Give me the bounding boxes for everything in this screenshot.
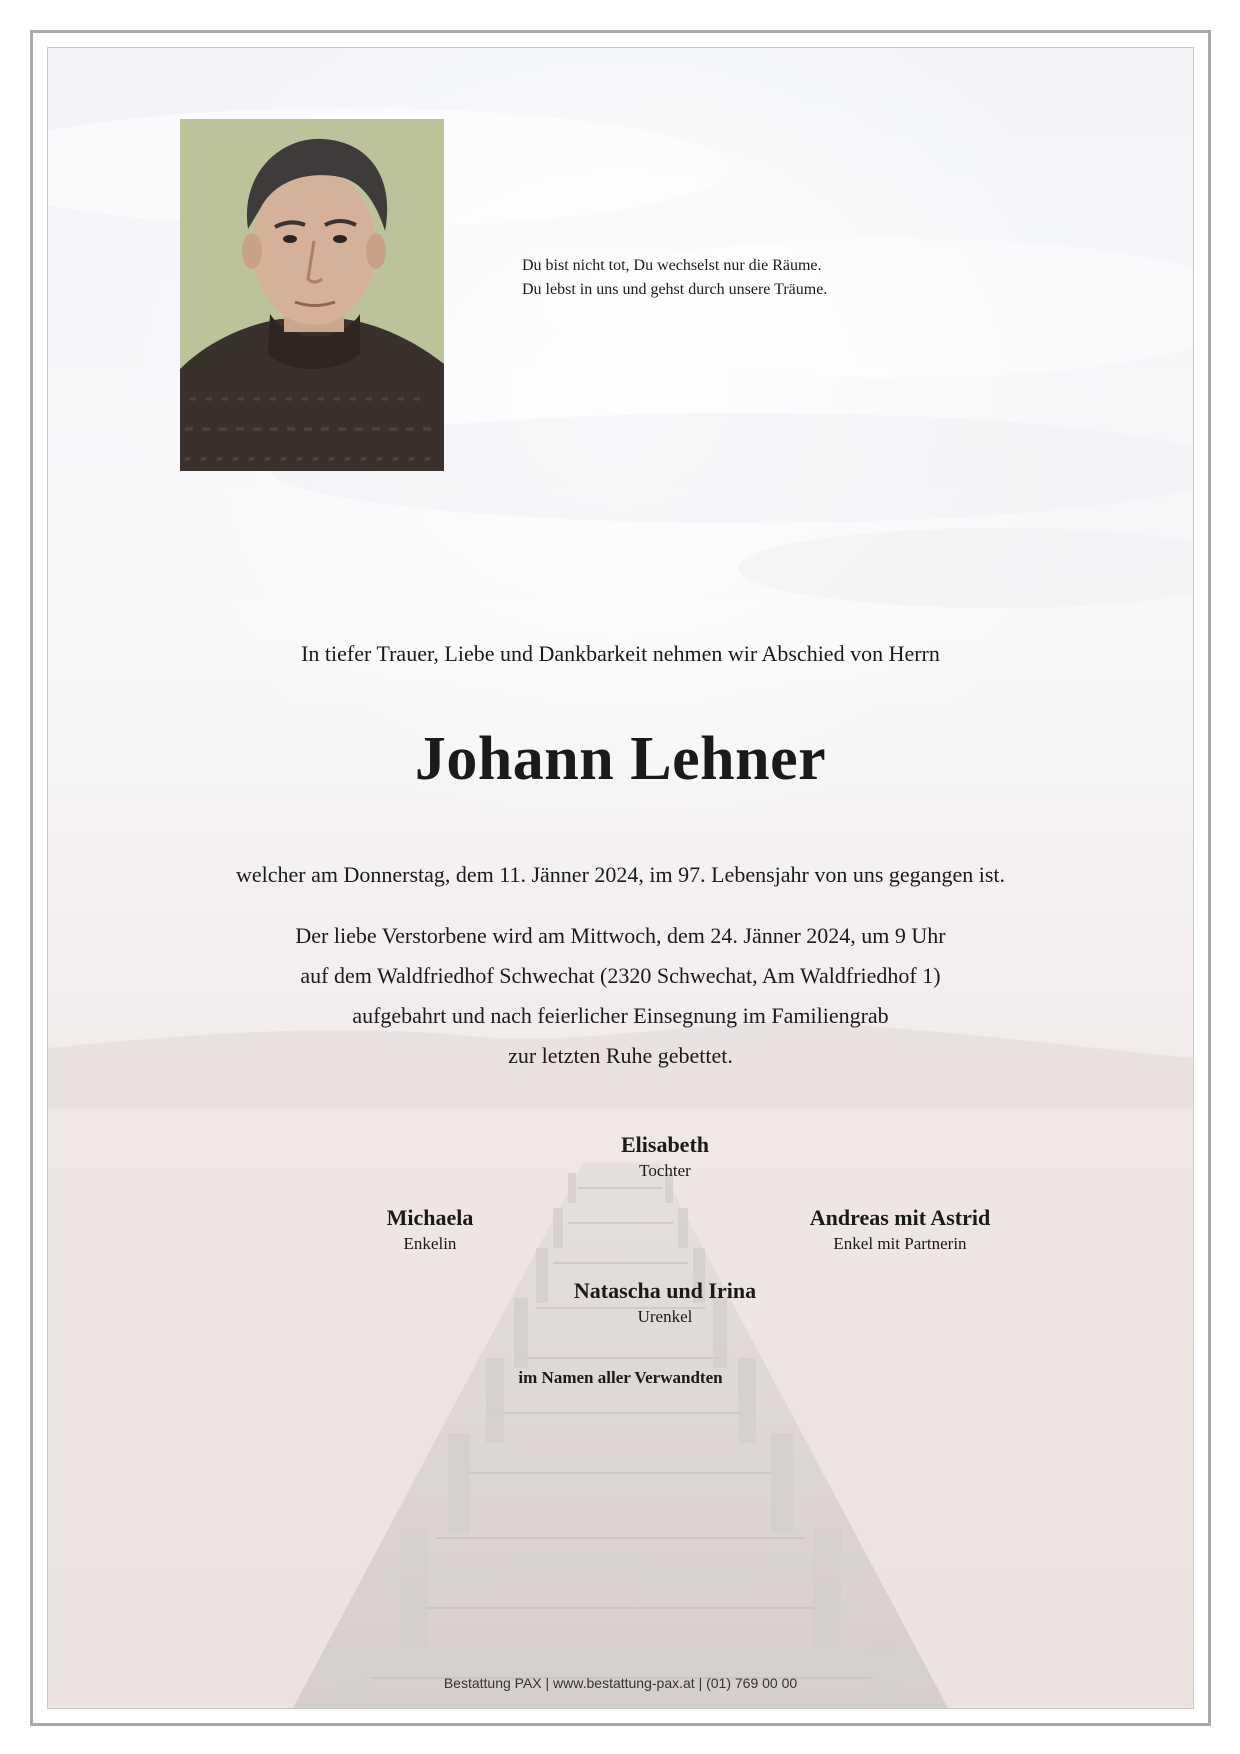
mourner-relation: Enkelin (403, 1234, 457, 1253)
mourner-daughter (495, 1131, 835, 1183)
mourner-grandson (730, 1204, 1070, 1256)
burial-line: zur letzten Ruhe gebettet. (508, 1043, 733, 1068)
funeral-home-footer: Bestattung PAX | www.bestattung-pax.at | (01) 769 00 00 (443, 1675, 798, 1691)
mourner-granddaughter (260, 1204, 600, 1256)
burial-line: aufgebahrt und nach feierlicher Einsegnung im Familiengrab (352, 1003, 889, 1028)
mourner-relation: Enkel mit Partnerin (833, 1234, 967, 1253)
portrait-photo (180, 119, 444, 471)
burial-line: Der liebe Verstorbene wird am Mittwoch, dem 24. Jänner 2024, um 9 Uhr (295, 923, 946, 948)
poem-line: Du lebst in uns und gehst durch unsere Träume. (522, 281, 828, 298)
mourner-name: Elisabeth (620, 1132, 710, 1157)
mourner-relation: Urenkel (637, 1307, 693, 1326)
mourner-name: Andreas mit Astrid (809, 1205, 991, 1230)
death-date-text: welcher am Donnerstag, dem 11. Jänner 2024, im 97. Lebensjahr von uns gegangen ist. (236, 862, 1005, 887)
outer-frame (30, 30, 1211, 1726)
poem-line: Du bist nicht tot, Du wechselst nur die Räume. (522, 257, 822, 274)
mourner-name: Natascha und Irina (573, 1278, 757, 1303)
mourner-relation: Tochter (639, 1161, 691, 1180)
mourner-great-grandchildren (495, 1277, 835, 1329)
burial-details (48, 916, 1193, 1076)
mourner-name: Michaela (386, 1205, 474, 1230)
intro-text: In tiefer Trauer, Liebe und Dankbarkeit nehmen wir Abschied von Herrn (301, 641, 940, 666)
deceased-name: Johann Lehner (414, 725, 827, 793)
memorial-poem (522, 254, 827, 302)
notice-page (47, 47, 1194, 1709)
burial-line: auf dem Waldfriedhof Schwechat (2320 Schwechat, Am Waldfriedhof 1) (300, 963, 941, 988)
on-behalf-text: im Namen aller Verwandten (518, 1368, 723, 1387)
